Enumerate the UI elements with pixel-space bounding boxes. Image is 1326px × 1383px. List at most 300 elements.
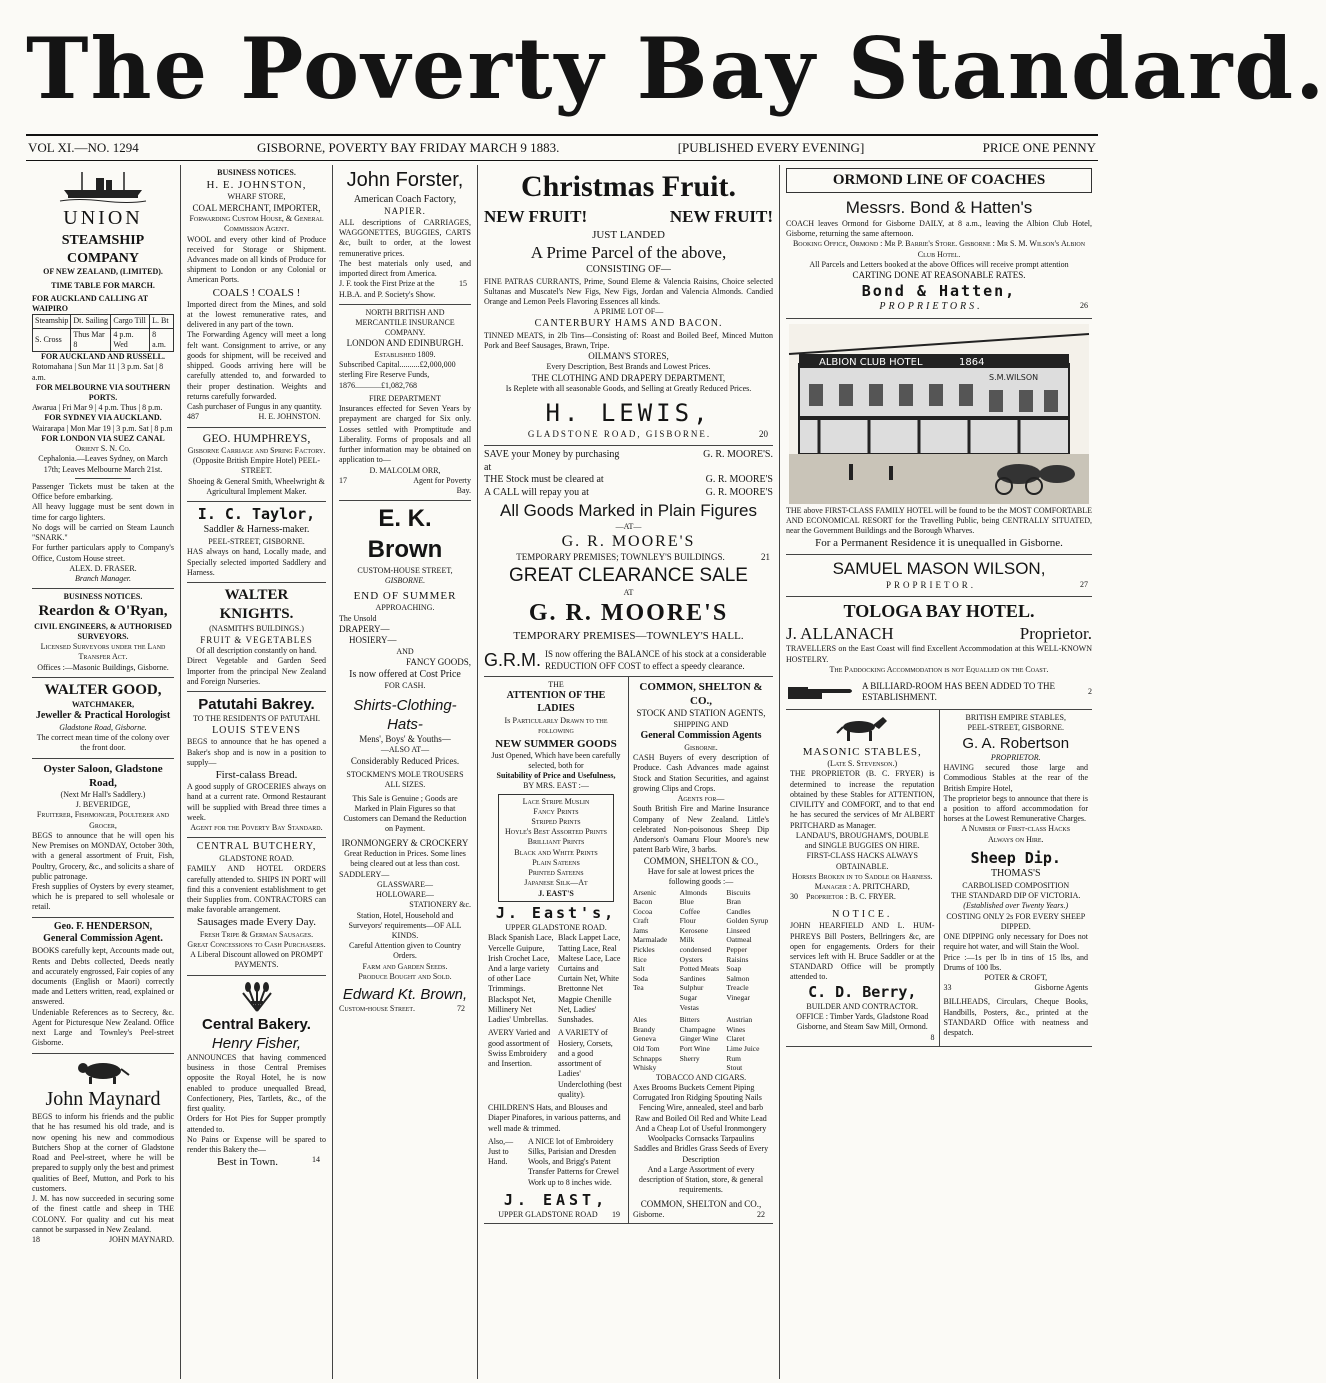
hams: CANTERBURY HAMS AND BACON. — [534, 317, 723, 329]
tripe-line: Fresh Tripe & German Sausages. — [199, 929, 314, 939]
list-item: Lace Stripe Muslin — [522, 796, 590, 806]
moore-row — [484, 474, 773, 487]
east-lists — [488, 933, 624, 1025]
have-sale: Have for sale at lowest prices the following goods :— — [647, 867, 755, 887]
at: AT — [623, 588, 634, 598]
ad-number: 27 — [1080, 580, 1088, 590]
table-cell: S. Cross — [33, 328, 71, 351]
forster-prize-row — [339, 279, 471, 299]
sydney-heading: FOR SYDNEY VIA AUCKLAND. — [44, 413, 162, 423]
east-address: UPPER GLADSTONE ROAD — [498, 1210, 598, 1220]
list-item: Stout — [726, 1063, 743, 1073]
reardon-sub: CIVIL ENGINEERS, & AUTHORISED SURVEYORS. — [34, 621, 172, 641]
johnston-wool: WOOL and every other kind of Produce received for Storage or Shipment. Advances made on all kinds of Produce for shipment to London or any Colonial or American Ports. — [187, 234, 326, 285]
taylor-address: PEEL-STREET, GISBORNE. — [208, 537, 305, 547]
travellers: TRAVELLERS on the East Coast will find Excellent Accommodation at this WELL-KNOWN HOSTELRY. — [786, 644, 1092, 664]
forster-text: ALL descriptions of CARRIAGES, WAGGONETTES, BUGGIES, CARTS &c, built to order, at the lowest remunerative prices. — [339, 217, 471, 258]
list-item: Soda — [633, 973, 648, 983]
fire-text: Insurances effected for Seven Years by prepayment are charged for Six only. Losses settled with Promptitude and Liberality. Forms of proposals and all further information may be obtained on application to— — [339, 404, 471, 465]
ormond-title: ORMOND LINE OF COACHES — [786, 168, 1092, 193]
price-dip: Price :—1s per lb in tins of 15 lbs, and Drums of 100 lbs. — [943, 952, 1088, 972]
forster-prize: J. F. took the First Prize at the H.B.A. and P. Society's Show. — [339, 279, 436, 299]
xmas-fruit: Christmas Fruit. — [521, 170, 736, 203]
ad-number: 21 — [761, 552, 770, 563]
table-row — [33, 328, 174, 351]
knights-seed: Direct Vegetable and Garden Seed Importer from the principal New Zealand and Foreign Nurseries. — [187, 656, 326, 686]
prime-lot: A PRIME LOT OF— — [593, 307, 664, 317]
list-item: Japanese Silk—At — [524, 878, 588, 888]
johnston-forwarding: Forwarding Custom House, & General Commission Agent. — [189, 214, 324, 234]
union-title: UNION — [63, 207, 143, 229]
bond-sign: Bond & Hatten, — [861, 281, 1017, 300]
auckland-table — [32, 314, 174, 352]
table-cell: Thus Mar 8 — [71, 328, 111, 351]
list-item: Treacle — [726, 983, 749, 993]
list-item: Ginger Wine — [679, 1034, 719, 1044]
just-landed: JUST LANDED — [592, 229, 665, 242]
volume-number: VOL XI.—NO. 1294 — [28, 140, 139, 155]
poter-agent: Gisborne Agents — [1034, 983, 1088, 993]
list-item: Arsenic — [633, 887, 657, 897]
coals-text: Imported direct from the Mines, and sold at the lowest remunerative rates, and delivered in any part of the town. — [187, 299, 326, 330]
sausages-line: Sausages made Every Day. — [196, 916, 317, 929]
drinks-col — [680, 1015, 723, 1073]
thomas: THOMAS'S — [990, 868, 1041, 880]
east-shelton-row — [484, 677, 773, 1224]
discount-line: A Liberal Discount allowed on PROMPT PAYMENTS. — [190, 950, 323, 970]
brown-title: E. K. Brown — [367, 505, 443, 563]
moore-ad — [484, 446, 773, 678]
published-note: [PUBLISHED EVERY EVENING] — [677, 140, 865, 155]
london-heading: FOR LONDON VIA SUEZ CANAL — [41, 433, 165, 443]
also-just: Also,—Just to Hand. — [488, 1136, 514, 1167]
list-item: Salmon — [726, 973, 750, 983]
union-subtitle: STEAMSHIP COMPANY — [61, 232, 145, 266]
forster-ad — [339, 165, 471, 305]
list-item: Rum — [726, 1053, 741, 1063]
masonic-stables-ad — [786, 710, 940, 1046]
list-item: Vestas — [679, 1002, 699, 1012]
list-item: Austrian Wines — [726, 1015, 753, 1034]
at: —AT— — [615, 521, 642, 531]
saddles: Saddles and Bridles Grass Seeds of Every Description — [633, 1144, 769, 1164]
station-kinds: Station, Hotel, Household and Surveyors' requirements—OF ALL KINDS. — [348, 910, 462, 940]
hacks2: A Number of First-class Hacks — [961, 824, 1071, 834]
ad-number: 17 — [339, 475, 347, 485]
johnston-sign-row — [187, 412, 326, 422]
now-offered: Is now offered at Cost Price — [349, 668, 461, 680]
list-item: Marmalade — [633, 935, 668, 945]
ek-brown-ad — [339, 501, 471, 1018]
hotel-year-text: 1864 — [959, 356, 985, 368]
henderson-ad — [32, 918, 174, 1054]
list-item: Ales — [633, 1015, 647, 1025]
patutahi-ad — [187, 692, 326, 838]
shelton-title-3: COMMON, SHELTON and CO., — [640, 1198, 762, 1209]
east-lists-3 — [488, 1103, 624, 1134]
ad-number: 22 — [757, 1210, 765, 1220]
clearance-sale: GREAT CLEARANCE SALE — [509, 564, 748, 586]
henderson-ref: Undeniable References as to Secrecy, &c. Agent for Picturesque New Zealand. Office next Large and Townley's Peel-street Gisborne. — [32, 1007, 174, 1048]
hacks: FIRST-CLASS HACKS ALWAYS OBTAINABLE. — [806, 851, 918, 871]
ad-number: 14 — [312, 1155, 320, 1165]
and: AND — [396, 646, 414, 656]
forster-sub: American Coach Factory, — [353, 193, 457, 205]
east-name: J. East's, — [495, 903, 617, 922]
oyster-saloon-ad — [32, 759, 174, 918]
melbourne-row: Awarua | Fri Mar 9 | 4 p.m. Thus | 8 p.m. — [32, 403, 163, 413]
orr-row — [339, 476, 471, 496]
east-side-label: J. EAST'S — [538, 888, 574, 898]
taylor-title: I. C. Taylor, — [197, 505, 316, 524]
pointing-hand-icon — [786, 681, 856, 703]
cash-buyers: CASH Buyers of every description of Produce. Cash Advances made against Stock and Station Securities, and against growing Clips and Crops. — [633, 753, 769, 793]
list-item: Sulphur — [679, 983, 704, 993]
agency-list: South British Fire and Marine Insurance Company of New Zealand. Little's celebrated Non-poisonous Sheep Dip Anderson's Oamaru Flour Moore's new patent Barb Wire, 3 barbs. — [633, 804, 769, 855]
hotel-text: THE above FIRST-CLASS FAMILY HOTEL will be found to be the MOST COMFORTABLE AND ECONOMICAL RESORT for the Travelling Public, being CENTRALLY SITUATED, near the Government Buildings and the Borough Wharves. — [786, 505, 1092, 536]
johnston-trade: COAL MERCHANT, IMPORTER, — [192, 202, 321, 213]
list-item: Geneva — [633, 1034, 656, 1044]
prime-parcel: A Prime Parcel of the above, — [530, 243, 727, 263]
list-item: Brandy — [633, 1024, 656, 1034]
ad-number: 72 — [457, 1004, 465, 1014]
humphreys-address: (Opposite British Empire Hotel) PEEL-STREET. — [192, 456, 321, 476]
manager: Manager : A. PRITCHARD, — [814, 882, 910, 892]
reardon-ad — [32, 589, 174, 678]
knights-fv: FRUIT & VEGETABLES — [200, 634, 313, 645]
east-box — [498, 794, 614, 902]
maynard-note: J. M. has now succeeded in securing some of the finest cattle and sheep in THE COLONY. For quality and cut his meat cannot be surpassed in New Zealand. — [32, 1194, 174, 1234]
allanach-name: J. ALLANACH — [786, 623, 894, 643]
one-dipping: ONE DIPPING only necessary for Does not require hot water, and will Stain the Wool. — [943, 932, 1088, 952]
east-addr-row — [488, 1210, 624, 1220]
oyster-name: J. BEVERIDGE, — [75, 800, 131, 810]
farm-seeds: Farm and Garden Seeds. — [362, 961, 448, 971]
maynard-ad — [32, 1054, 174, 1250]
ladies-the: THE — [548, 680, 564, 690]
russell-heading: FOR AUCKLAND AND RUSSELL. — [40, 352, 166, 362]
hearfield-text: JOHN HEARFIELD AND L. HUM-PHREYS Bill Posters, Bellringers &c, are open for engagements. Orders for their services left with H. Bruce Saddler or at the STANDARD Office will be promptly attended to. — [790, 921, 935, 982]
orr-role: Agent for Poverty Bay. — [413, 475, 471, 496]
robertson-title: G. A. Robertson — [962, 734, 1070, 752]
always-on-hire: Always on Hire. — [987, 834, 1044, 844]
london-row: Cephalonia.—Leaves Sydney, on March 17th; Leaves Melbourne March 21st. — [38, 454, 168, 474]
list-item: Rice — [633, 954, 647, 964]
divider — [75, 478, 132, 479]
tologa-ad — [786, 597, 1092, 710]
table-cell: Dt. Sailing — [71, 315, 111, 328]
union-nz: OF NEW ZEALAND, (LIMITED). — [43, 267, 163, 277]
oyster-sub: (Next Mr Hall's Saddlery.) — [60, 789, 146, 799]
list-item: Cocoa — [633, 906, 653, 916]
end-summer: END OF SUMMER — [353, 590, 457, 603]
robertson-role: PROPRIETOR. — [990, 752, 1041, 762]
column-1 — [26, 165, 181, 1379]
wilson-role: PROPRIETOR. — [885, 580, 977, 591]
column-4 — [478, 165, 780, 1379]
coals-heading: COALS ! COALS ! — [212, 286, 301, 299]
good-address: Gladstone Road, Gisborne. — [59, 723, 147, 733]
british-title: BRITISH EMPIRE STABLES, — [965, 713, 1066, 723]
save-money: SAVE your Money by purchasing at — [484, 448, 620, 473]
list-item: Hoyle's Best Assorted Prints — [505, 827, 607, 837]
lewis-ad — [484, 165, 773, 446]
list-item: Candles — [726, 906, 751, 916]
albion-hotel-ad — [786, 319, 1092, 556]
new-fruit: NEW FRUIT! — [484, 207, 588, 227]
list-item: Schnapps — [633, 1053, 662, 1063]
good-sub: WATCHMAKER, — [71, 699, 135, 709]
tologa-title: TOLOGA BAY HOTEL. — [843, 600, 1035, 621]
fungus-text: Cash purchaser of Fungus in any quantity. — [187, 402, 322, 412]
list-item: Fancy Prints — [533, 806, 579, 816]
list-item: Golden Syrup — [726, 916, 769, 926]
mens: Mens', Boys' & Youths— — [359, 733, 451, 744]
east-list-right: Black Lappet Lace, Tatting Lace, Real Maltese Lace, Lace Curtains and Curtain Net, White Brettonne Net Magpie Chenille Net, Ladies' Sunshades. — [558, 933, 621, 1025]
concessions-line: Great Concessions to Cash Purchasers. — [187, 939, 326, 949]
landaus: LANDAU'S, BROUGHAM'S, DOUBLE and SINGLE BUGGIES ON HIRE. — [795, 830, 929, 851]
wilson-ad — [786, 555, 1092, 596]
every-desc: Every Description, Best Brands and Lowest Prices. — [546, 362, 711, 372]
bond-title: Messrs. Bond & Hatten's — [845, 198, 1033, 218]
humphreys-services: Shoeing & General Smith, Wheelwright & Agricultural Implement Maker. — [188, 476, 325, 496]
ladies-sub: Is Particularly Drawn to the following — [504, 716, 608, 736]
stock-cleared: THE Stock must be cleared at — [484, 474, 604, 486]
list-item: Oysters — [679, 954, 703, 964]
hosiery: HOSIERY— — [349, 635, 397, 646]
booking: Booking Office, Ormond : Mr P. Barrie's Store. Gisborne : Mr S. M. Wilson's Albion Club Hotel. — [792, 239, 1086, 259]
notice-text: No dogs will be carried on Steam Launch "SNARK." — [32, 522, 174, 543]
very-varied: AVERY Varied and good assortment of Swiss Embroidery and Insertion. — [488, 1028, 551, 1069]
hotel-owner-text: S.M.WILSON — [989, 372, 1039, 382]
list-item: Pickles — [633, 945, 655, 955]
wilson-title: SAMUEL MASON WILSON, — [832, 559, 1046, 579]
list-item: Claret — [726, 1034, 745, 1044]
shelton-title: COMMON, SHELTON & CO., — [639, 681, 763, 708]
grm: G.R.M. — [484, 650, 541, 671]
replete: Is Replete with all seasonable Goods, and Selling at Greatly Reduced Prices. — [505, 384, 752, 394]
list-item: Lime Juice — [726, 1044, 760, 1053]
lewis-addr-row — [484, 429, 773, 441]
hotel-sign-text: ALBION CLUB HOTEL — [819, 356, 923, 368]
shirts-heading: Shirts-Clothing-Hats- — [353, 696, 457, 733]
list-item: Bitters — [679, 1015, 700, 1025]
good-note: The correct mean time of the colony over the front door. — [36, 733, 170, 753]
ad-number: 30 — [790, 892, 798, 902]
assortment: And a Large Assortment of every description of Station, store, & general requirements. — [638, 1164, 764, 1195]
stevens-name: LOUIS STEVENS — [212, 724, 301, 736]
oyster-text: BEGS to announce that he will open his New Premises on MONDAY, October 30th, with a general assortment of Fruit, Fish, Poultry, Grocery, &c., and solicits a share of public patronage. — [32, 830, 174, 881]
stockmen: STOCKMEN'S MOLE TROUSERS ALL SIZES. — [346, 770, 464, 790]
bond-row — [786, 301, 1092, 314]
horse-icon — [835, 715, 889, 743]
new-fruit: NEW FRUIT! — [669, 207, 773, 227]
section-heading: BUSINESS NOTICES. — [217, 168, 296, 177]
hotel-illustration — [789, 324, 1089, 504]
drinks-col — [726, 1015, 769, 1073]
knights-sub: (NASMITH'S BUILDINGS.) — [209, 624, 304, 634]
paddocking: The Paddocking Accommodation is not Equalled on the Coast. — [829, 664, 1049, 674]
berry-trade: BUILDER AND CONTRACTOR. — [806, 1001, 919, 1011]
east-address: UPPER GLADSTONE ROAD. — [505, 923, 607, 933]
henderson-sub: General Commission Agent. — [43, 933, 163, 945]
melbourne-heading: FOR MELBOURNE VIA SOUTHERN PORTS. — [35, 382, 171, 402]
table-cell: 8 a.m. — [150, 328, 174, 351]
butchery-address: GLADSTONE ROAD. — [219, 854, 294, 864]
approaching: APPROACHING. — [375, 603, 435, 613]
stevens-agent: Agent for the Poverty Bay Standard. — [190, 823, 323, 833]
list-item: Sherry — [679, 1053, 700, 1063]
list-item: Coffee — [679, 906, 700, 916]
list-item: Tea — [633, 983, 644, 993]
ad-number: 19 — [612, 1210, 620, 1220]
summer-text: Just Opened, Which have been carefully selected, both for — [491, 750, 621, 770]
masonic-text: THE PROPRIETOR (B. C. FRYER) is determined to increase the reputation obtained by these Stables for ATTENTION, CIVILITY and COMFORT, and to that end he has secured the services of Mr ALBERT PRITCHARD as Manager. — [790, 769, 935, 830]
fisher-pies: Orders for Hot Pies for Supper promptly attended to. — [187, 1114, 326, 1134]
nb-cities: LONDON AND EDINBURGH. — [346, 338, 464, 349]
timetable-heading: TIME TABLE FOR MARCH. — [51, 280, 155, 290]
knights-desc: Of all description constantly on hand. — [196, 646, 317, 656]
fancy-goods: FANCY GOODS, — [405, 657, 471, 667]
oyster-trades: Fruiterer, Fishmonger, Poulterer and Grocer, — [36, 810, 170, 830]
call: A CALL will repay you at — [484, 487, 589, 499]
humphreys-ad — [187, 428, 326, 503]
union-steamship-ad — [32, 165, 174, 589]
poter: POTER & CROFT, — [984, 973, 1048, 982]
brown-city: GISBORNE. — [384, 575, 426, 585]
best-row — [187, 1155, 326, 1169]
drinks-col — [633, 1015, 676, 1073]
moore-row — [484, 449, 773, 475]
notice-text: All heavy luggage must be sent down in time for cargo lighters. — [32, 502, 174, 522]
british-address: PEEL-STREET, GISBORNE. — [967, 723, 1064, 733]
maynard-text: BEGS to inform his friends and the public that he has resumed his old trade, and is now opening his new and commodious Butchers Shop at the corner of Gladstone Road and Peel-street, where he will be prepared to supply only the best and primest qualities of Beef, Mutton, and Pork to his customers. — [32, 1112, 174, 1193]
ad-number: 15 — [459, 279, 467, 289]
produce: Produce Bought and Sold. — [358, 971, 452, 981]
maynard-title: John Maynard — [45, 1087, 161, 1110]
glassware: GLASSWARE— — [376, 879, 433, 889]
moore-name: G. R. MOORE'S. — [703, 448, 773, 460]
proprietor: Proprietor : B. C. FRYER. — [806, 892, 896, 902]
ox-icon — [73, 1059, 133, 1085]
berry-office: OFFICE : Timber Yards, Gladstone Road Gisborne, and Steam Saw Mill, Ormond. — [796, 1012, 929, 1032]
marked-plain: All Goods Marked in Plain Figures — [499, 500, 757, 520]
orr-name: D. MALCOLM ORR, — [369, 465, 441, 475]
commission: General Commission Agents — [640, 730, 762, 742]
grm-text: IS now offering the BALANCE of his stock at a considerable REDUCTION OFF COST to effect a speedy clearance. — [545, 649, 767, 671]
unsold: The Unsold — [339, 613, 377, 623]
list-item: Old Tom — [633, 1044, 660, 1053]
shelton-city: Gisborne. — [633, 1210, 665, 1220]
maynard-sign-row — [32, 1235, 174, 1245]
goods-columns — [633, 888, 769, 1013]
shipping: SHIPPING AND — [673, 719, 729, 729]
tinned-meats: TINNED MEATS, in 2lb Tins—Consisting of: Roast and Boiled Beef, Minced Mutton Pork and Beef Sausages, Brawn, Tripe. — [484, 330, 773, 350]
list-item: Striped Prints — [531, 817, 581, 827]
notice-text: For further particulars apply to Company's Office, Custom House street. — [32, 543, 174, 563]
ad-number: 2 — [1088, 687, 1092, 697]
agents-for: Agents for— — [677, 794, 725, 804]
oyster-title: Oyster Saloon, Gladstone Road, — [43, 762, 163, 789]
goods-col — [633, 888, 676, 1013]
horses: Horses Broken in to Saddle or Harness. — [791, 871, 933, 881]
reardon-title: Reardon & O'Ryan, — [38, 603, 168, 620]
bakery-title: Central Bakery. — [202, 1015, 311, 1033]
hollowware: HOLLOWARE— — [376, 890, 434, 900]
list-item: Jams — [633, 925, 648, 935]
forster-text2: The best materials only used, and imported direct from America. — [339, 258, 471, 279]
billheads: BILLHEADS, Circulars, Cheque Books, Handbills, Posters, &c., printed at the STANDARD Office with neatness and despatch. — [943, 997, 1088, 1038]
table-cell: 4 p.m. Wed — [111, 328, 150, 351]
summer-goods: NEW SUMMER GOODS — [495, 737, 617, 750]
list-item: Flour — [679, 916, 696, 926]
established-20: (Established over Twenty Years.) — [963, 901, 1069, 911]
column-5 — [780, 165, 1098, 1379]
list-item: Bacon — [633, 897, 653, 907]
moore-name: G. R. MOORE'S — [561, 532, 696, 550]
shelton-ad — [629, 677, 773, 1223]
butchery-text: FAMILY AND HOTEL ORDERS carefully attended to. SHIPS IN PORT will find this a convenient establishment to get their Supplies from. CONTRACTORS can make favorable arrangement. — [187, 864, 326, 915]
table-cell: Steamship — [33, 315, 71, 328]
butchery-title: CENTRAL BUTCHERY, — [196, 841, 317, 853]
list-item: Blue — [679, 897, 694, 907]
wilson-row — [786, 580, 1092, 592]
list-item: Vinegar — [726, 993, 751, 1003]
firstclass-bread: First-calass Bread. — [215, 769, 298, 782]
permanent: For a Permanent Residence it is unequalled in Gisborne. — [815, 537, 1063, 550]
humphreys-title: GEO. HUMPHREYS, — [202, 430, 311, 445]
temp-premises-2: TEMPORARY PREMISES—TOWNLEY'S HALL. — [513, 630, 744, 643]
goods-col — [726, 888, 769, 1013]
notice-text: Passenger Tickets must be taken at the Office before embarking. — [32, 481, 174, 502]
table-cell: Cargo Till — [111, 315, 150, 328]
table-row — [33, 315, 174, 328]
north-british-ad — [339, 305, 471, 502]
list-item: Port Wine — [679, 1044, 710, 1053]
list-item: Whisky — [633, 1063, 657, 1073]
johnston-title: H. E. JOHNSTON, — [206, 179, 307, 192]
nb-capital: Subscribed Capital..........£2,000,000 sterling Fire Reserve Funds, 1876.............£1,082,768 — [339, 360, 456, 390]
list-item: Oatmeal — [726, 935, 752, 945]
sydney-row: Wairarapa | Mon Mar 19 | 3 p.m. Sat | 8 p.m — [32, 423, 173, 433]
fruit-list: FINE PATRAS CURRANTS, Prime, Sound Eleme & Valencia Raisins, Choice selected Sultanas and Muscatel's New Figs, New Figs, Jordan and Valencia Almonds. Candied Orange and Lemon Peels Flavoring Essences all kinds. — [484, 276, 773, 307]
suitability: Suitability of Price and Usefulness, — [496, 771, 616, 781]
dateline — [26, 134, 1098, 161]
stevens-text2: A good supply of GROCERIES always on hand at a current rate. Ormond Restaurant will be supplied with Bread three times a week. — [187, 782, 326, 822]
reardon-license: Licensed Surveyors under the Land Transfer Act. — [40, 642, 166, 662]
temp-premises: TEMPORARY PREMISES; TOWNLEY'S BUILDINGS. — [516, 552, 725, 563]
gisborne: Gisborne. — [684, 742, 718, 752]
nb-established: Established 1809. — [374, 350, 436, 359]
table-cell: L. Bt — [150, 315, 174, 328]
nb-title: NORTH BRITISH AND MERCANTILE INSURANCE COMPANY. — [355, 307, 455, 338]
east-lists-2 — [488, 1028, 624, 1100]
list-item: Sardines — [679, 973, 706, 983]
johnston-ad — [187, 165, 326, 428]
notice-heading: NOTICE. — [832, 908, 893, 920]
list-item: Printed Sateens — [528, 868, 584, 878]
east-lists-4 — [488, 1137, 624, 1188]
grm-row — [484, 649, 773, 672]
auckland-heading: FOR AUCKLAND CALLING AT WAIPIRO — [32, 293, 148, 314]
tobacco: TOBACCO AND CIGARS. — [655, 1072, 747, 1082]
for-cash: FOR CASH. — [384, 681, 426, 691]
shelton-title-2: COMMON, SHELTON & CO., — [643, 855, 759, 866]
johnston-sign: H. E. JOHNSTON. — [258, 412, 321, 422]
goods-col — [680, 888, 723, 1013]
drapery: DRAPERY— — [339, 623, 390, 634]
billiard-row — [786, 679, 1092, 705]
